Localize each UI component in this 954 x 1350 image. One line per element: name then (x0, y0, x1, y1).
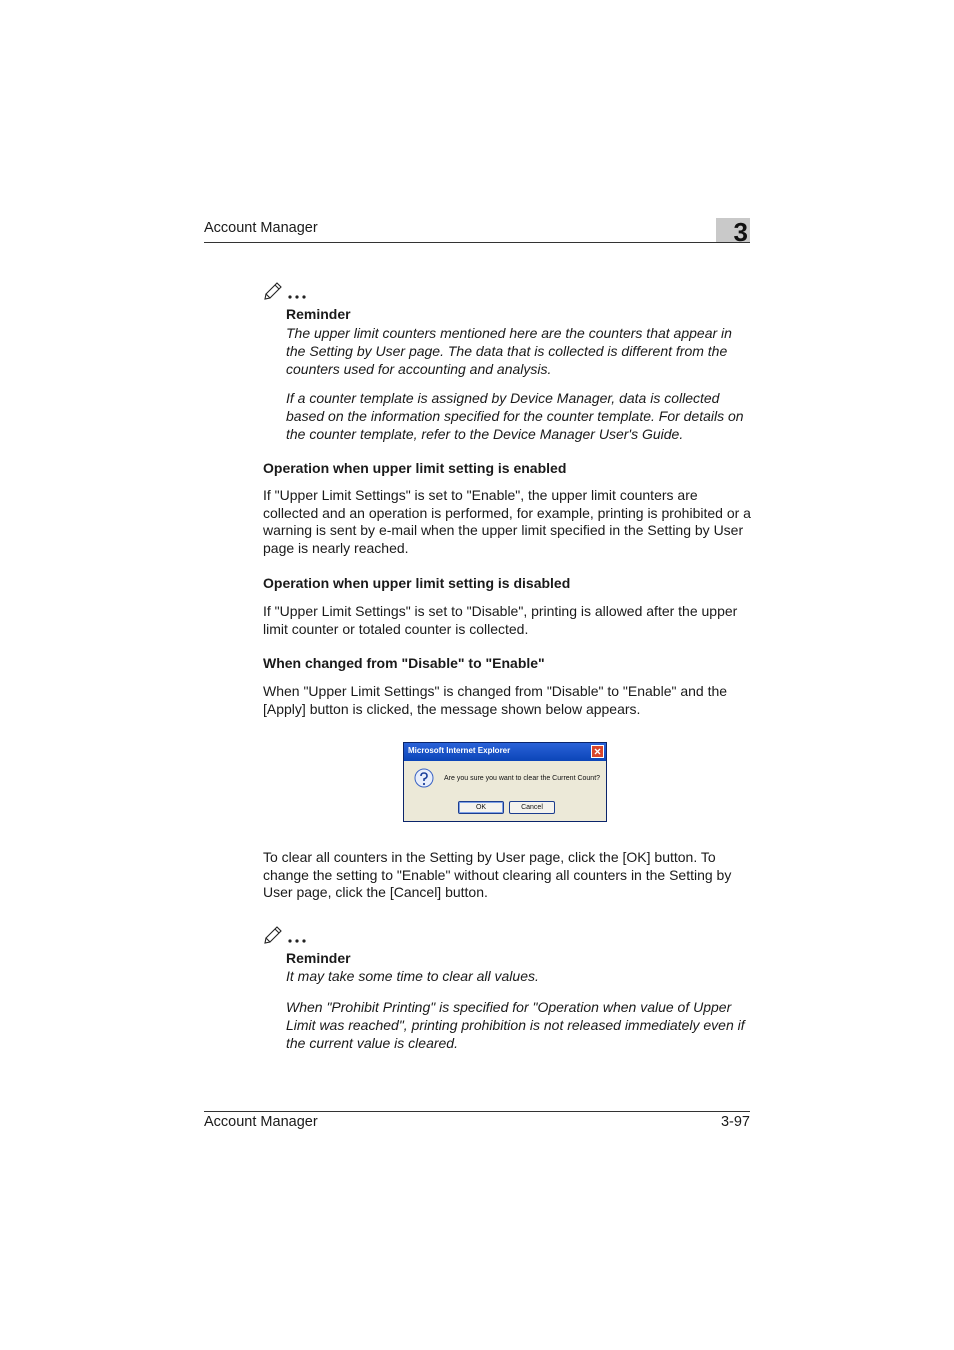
page-number: 3-97 (720, 1114, 750, 1130)
reminder-note: It may take some time to clear all values. (286, 968, 539, 984)
question-icon (413, 768, 435, 795)
close-icon[interactable] (591, 745, 604, 758)
section-body: If "Upper Limit Settings" is set to "Enable", the upper limit counters are collected and an operation is performed, for example, printing is prohibited or a warning is sent by e-mail when the upper limit specified in the Setting by User page is nearly reached. (263, 487, 751, 557)
pencil-note-icon (263, 922, 311, 948)
pencil-note-icon (263, 278, 311, 304)
ok-button[interactable]: OK (458, 801, 504, 814)
dialog-title: Microsoft Internet Explorer (408, 746, 511, 755)
reminder-note: If a counter template is assigned by Device Manager, data is collected based on the information specified for the counter template. For details on the counter template, refer to the Device Manager User's Guide. (286, 390, 744, 442)
running-header: Account Manager (204, 220, 318, 236)
confirm-dialog (403, 742, 607, 822)
instruction-paragraph: To clear all counters in the Setting by User page, click the [OK] button. To change the setting to "Enable" without clearing all counters in the Setting by User page, click the [Cancel] button. (263, 849, 732, 901)
chapter-number: 3 (733, 217, 748, 247)
dialog-titlebar (404, 743, 606, 761)
footer-rule (204, 1111, 750, 1112)
section-body: If "Upper Limit Settings" is set to "Disable", printing is allowed after the upper limit counter or totaled counter is collected. (263, 603, 738, 637)
reminder-note: When "Prohibit Printing" is specified for "Operation when value of Upper Limit was reached", printing prohibition is not released immediately even if the current value is cleared. (286, 999, 745, 1051)
section-heading: Operation when upper limit setting is enabled (263, 460, 567, 476)
section-heading: When changed from "Disable" to "Enable" (263, 655, 545, 671)
chapter-tab (716, 217, 750, 247)
reminder-label: Reminder (286, 950, 351, 966)
reminder-note: The upper limit counters mentioned here are the counters that appear in the Setting by User page. The data that is collected is different from the counters used for accounting and analysis. (286, 325, 732, 377)
running-footer: Account Manager (204, 1114, 318, 1130)
dialog-message: Are you sure you want to clear the Current Count? (444, 775, 601, 782)
header-rule (204, 242, 750, 243)
cancel-button[interactable]: Cancel (509, 801, 555, 814)
section-heading: Operation when upper limit setting is disabled (263, 575, 571, 591)
reminder-label: Reminder (286, 306, 351, 322)
section-body: When "Upper Limit Settings" is changed from "Disable" to "Enable" and the [Apply] button is clicked, the message shown below appears. (263, 683, 728, 717)
